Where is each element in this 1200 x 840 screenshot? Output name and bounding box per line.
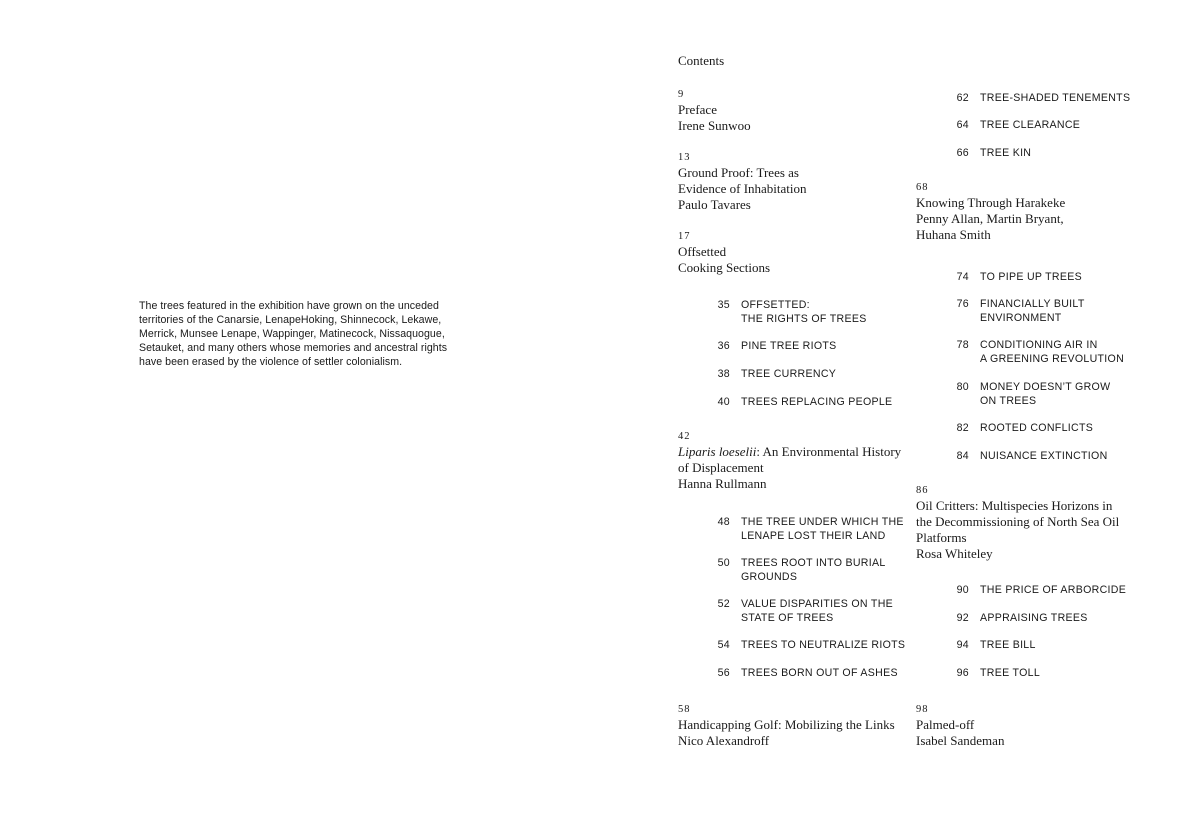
- toc-section-title: NUISANCE EXTINCTION: [980, 450, 1108, 462]
- toc-page-number: 98: [916, 704, 929, 715]
- toc-section-title: CONDITIONING AIR IN A GREENING REVOLUTION: [980, 339, 1125, 365]
- toc-entry-author: Penny Allan, Martin Bryant,: [916, 211, 1064, 226]
- toc-entry-author: Nico Alexandroff: [678, 733, 770, 748]
- toc-section-title: TREE-SHADED TENEMENTS: [980, 92, 1131, 104]
- toc-entry-title-italic: Liparis loeselii: [678, 444, 757, 459]
- toc-entry-author: Irene Sunwoo: [678, 118, 751, 133]
- toc-section-page: 80: [956, 381, 969, 393]
- toc-entry-author: Paulo Tavares: [678, 197, 751, 212]
- toc-entry-title: Palmed-off: [916, 717, 975, 732]
- toc-section-title: TREE BILL: [980, 639, 1036, 651]
- toc-section-page: 38: [717, 368, 730, 380]
- toc-entry-author: Hanna Rullmann: [678, 476, 767, 491]
- toc-page-number: 9: [678, 89, 685, 100]
- toc-section-page: 78: [956, 339, 969, 351]
- toc-page-number: 17: [678, 231, 691, 242]
- toc-entry-title: Knowing Through Harakeke: [916, 195, 1066, 210]
- toc-entry-handicapping-golf[interactable]: [678, 703, 908, 749]
- toc-section-title: PINE TREE RIOTS: [741, 340, 837, 352]
- toc-section-title: THE TREE UNDER WHICH THE LENAPE LOST THEIR LAND: [741, 516, 904, 542]
- toc-entry-harakeke[interactable]: [916, 181, 1065, 243]
- toc-section-page: 36: [717, 340, 730, 352]
- toc-entry-oil-critters[interactable]: [916, 484, 1156, 562]
- toc-section-page: 48: [717, 516, 730, 528]
- toc-entry-author: Huhana Smith: [916, 227, 991, 242]
- toc-section-page: 94: [956, 639, 969, 651]
- toc-entry-title: Evidence of Inhabitation: [678, 181, 807, 196]
- toc-section-title: TREE TOLL: [980, 667, 1041, 679]
- toc-section-page: 74: [956, 271, 969, 283]
- toc-section-page: 35: [717, 299, 730, 311]
- toc-section-page: 62: [956, 92, 969, 104]
- toc-section-title: TREE CURRENCY: [741, 368, 837, 380]
- toc-entry-palmed-off[interactable]: [916, 703, 1004, 749]
- toc-entry-title: Oil Critters: Multispecies Horizons in: [916, 498, 1113, 513]
- toc-section-title: TREES TO NEUTRALIZE RIOTS: [741, 639, 906, 651]
- toc-section-page: 76: [956, 298, 969, 310]
- toc-section-title: VALUE DISPARITIES ON THE STATE OF TREES: [741, 598, 894, 624]
- toc-entry-title: the Decommissioning of North Sea Oil: [916, 514, 1120, 529]
- toc-section-title: TREE KIN: [980, 147, 1032, 159]
- toc-section-page: 52: [717, 598, 730, 610]
- toc-section-title: TREES BORN OUT OF ASHES: [741, 667, 898, 679]
- toc-section-title: APPRAISING TREES: [980, 612, 1088, 624]
- toc-section-title: FINANCIALLY BUILT ENVIRONMENT: [980, 298, 1085, 324]
- toc-entry-title: Preface: [678, 102, 717, 117]
- toc-entry-ground-proof[interactable]: [678, 151, 807, 213]
- toc-section-page: 84: [956, 450, 969, 462]
- toc-section-title: OFFSETTED: THE RIGHTS OF TREES: [741, 299, 867, 325]
- toc-page-number: 68: [916, 182, 929, 193]
- toc-section-page: 66: [956, 147, 969, 159]
- toc-entry-title: Ground Proof: Trees as: [678, 165, 799, 180]
- toc-section-page: 96: [956, 667, 969, 679]
- toc-entry-title: Offsetted: [678, 244, 727, 259]
- toc-entry-liparis[interactable]: [678, 430, 908, 492]
- toc-section-title: TREES REPLACING PEOPLE: [741, 396, 893, 408]
- contents-heading: Contents: [678, 53, 725, 68]
- toc-entry-author: Rosa Whiteley: [916, 546, 993, 561]
- toc-entry-offsetted[interactable]: [678, 230, 770, 276]
- land-acknowledgement-text: The trees featured in the exhibition have grown on the unceded territories of the Canarsie, LenapeHoking, Shinnecock, Lekawe, Merrick, Munsee Lenape, Wappinger, Matinecock, Nissaquogue, Setauket, and many others whose memories and ancestral rights have been erased by the violence of settler colonialism.: [139, 300, 448, 368]
- toc-section-title: MONEY DOESN’T GROW ON TREES: [980, 381, 1111, 407]
- toc-section-page: 90: [956, 584, 969, 596]
- toc-section-title: THE PRICE OF ARBORCIDE: [980, 584, 1127, 596]
- toc-section-page: 64: [956, 119, 969, 131]
- toc-section-page: 56: [717, 667, 730, 679]
- toc-section-page: 82: [956, 422, 969, 434]
- toc-section-title: ROOTED CONFLICTS: [980, 422, 1094, 434]
- toc-section-page: 92: [956, 612, 969, 624]
- toc-entry-title: : An Environmental History: [756, 444, 902, 459]
- toc-entry-title: Platforms: [916, 530, 967, 545]
- toc-entry-title: of Displacement: [678, 460, 764, 475]
- toc-section-page: 50: [717, 557, 730, 569]
- toc-section-page: 54: [717, 639, 730, 651]
- toc-entry-preface[interactable]: [678, 88, 751, 134]
- toc-entry-author: Cooking Sections: [678, 260, 771, 275]
- toc-entry-author: Isabel Sandeman: [916, 733, 1005, 748]
- toc-page-number: 42: [678, 431, 691, 442]
- toc-page-number: 13: [678, 152, 691, 163]
- toc-section-title: TO PIPE UP TREES: [980, 271, 1082, 283]
- toc-entry-title: Handicapping Golf: Mobilizing the Links: [678, 717, 895, 732]
- toc-section-page: 40: [717, 396, 730, 408]
- toc-page-number: 86: [916, 485, 929, 496]
- toc-section-title: TREE CLEARANCE: [980, 119, 1081, 131]
- toc-page-number: 58: [678, 704, 691, 715]
- toc-section-title: TREES ROOT INTO BURIAL GROUNDS: [741, 557, 886, 583]
